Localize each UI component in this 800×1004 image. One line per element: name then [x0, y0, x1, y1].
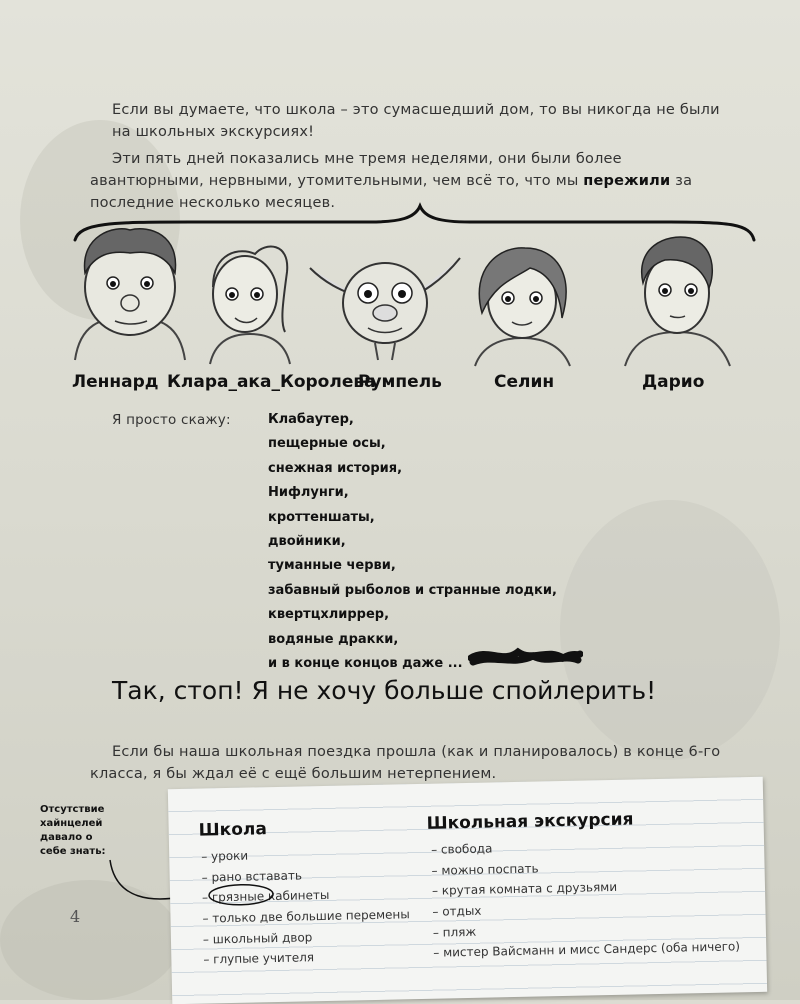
list-item: – только две большие перемены [202, 907, 410, 926]
list-item: – глупые учителя [203, 950, 315, 967]
rumpel-portrait [300, 248, 470, 363]
list-item: – крутая комната с друзьями [431, 880, 618, 899]
scribble-redaction [468, 644, 583, 668]
list-item: двойники, [268, 533, 346, 549]
headline: Так, стоп! Я не хочу больше спойлерить! [112, 676, 657, 705]
list-item: пещерные осы, [268, 436, 386, 452]
paragraph-2-text: Если бы наша школьная поездка прошла (как и планировалось) в конце 6-го класса, я бы ждал её с ещё большим нетерпением. [90, 744, 721, 782]
intro-text-2a: Эти пять дней показались мне тремя неделями, они были более авантюрными, нервными, утомительными, чем всё то, что мы [90, 151, 622, 189]
list-item: – грязные кабинеты [201, 888, 330, 905]
list-item: туманные черви, [268, 558, 396, 574]
creature-list [268, 408, 557, 676]
list-item: кроттеншаты, [268, 509, 375, 525]
list-item: – уроки [201, 848, 249, 864]
list-item: – школьный двор [202, 930, 313, 947]
lennard-portrait [55, 225, 205, 365]
intro-text-2b: за последние несколько месяцев. [90, 173, 693, 211]
list-item: водяные дракки, [268, 631, 399, 647]
list-item: квертцхлиррер, [268, 607, 390, 623]
intro-paragraph-1 [112, 99, 732, 143]
school-column-title: Школа [198, 819, 268, 841]
character-name-rumpel: Румпель [358, 372, 442, 392]
celine-portrait [460, 238, 585, 368]
list-item: – рано вставать [201, 868, 303, 885]
list-item: и в конце концов даже ... [268, 655, 463, 671]
clara-portrait [195, 232, 305, 367]
trip-list [431, 833, 740, 964]
list-item: – пляж [432, 924, 477, 940]
comparison-note [168, 777, 767, 1004]
character-name-lennard: Леннард [72, 372, 159, 392]
list-item: – можно поспать [431, 861, 539, 878]
list-item: Клабаутер, [268, 412, 354, 427]
list-intro: Я просто скажу: [112, 412, 231, 428]
list-item: – отдых [432, 903, 482, 919]
side-note: Отсутствие хайнцелей давало о себе знать: [40, 804, 106, 857]
list-item: забавный рыболов и странные лодки, [268, 582, 557, 598]
list-item: Нифлунги, [268, 485, 349, 501]
paper-stain [560, 500, 780, 760]
character-name-clara: Клара_ака_Королева [167, 372, 376, 392]
list-item: – мистер Вайсманн и мисс Сандерс (оба ничего) [433, 939, 741, 961]
list-item: – свобода [430, 841, 493, 857]
circled-word-mark [206, 881, 277, 908]
list-item: снежная история, [268, 460, 403, 476]
trip-column-title: Школьная экскурсия [426, 809, 634, 834]
intro-text-2-bold: пережили [583, 173, 671, 189]
intro-text-1: Если вы думаете, что школа – это сумасшедший дом, то вы никогда не были на школьных экскурсиях! [112, 102, 720, 140]
character-name-dario: Дарио [642, 372, 705, 392]
page-number: 4 [70, 907, 81, 926]
character-name-celine: Селин [494, 372, 555, 392]
dario-portrait [615, 228, 740, 368]
